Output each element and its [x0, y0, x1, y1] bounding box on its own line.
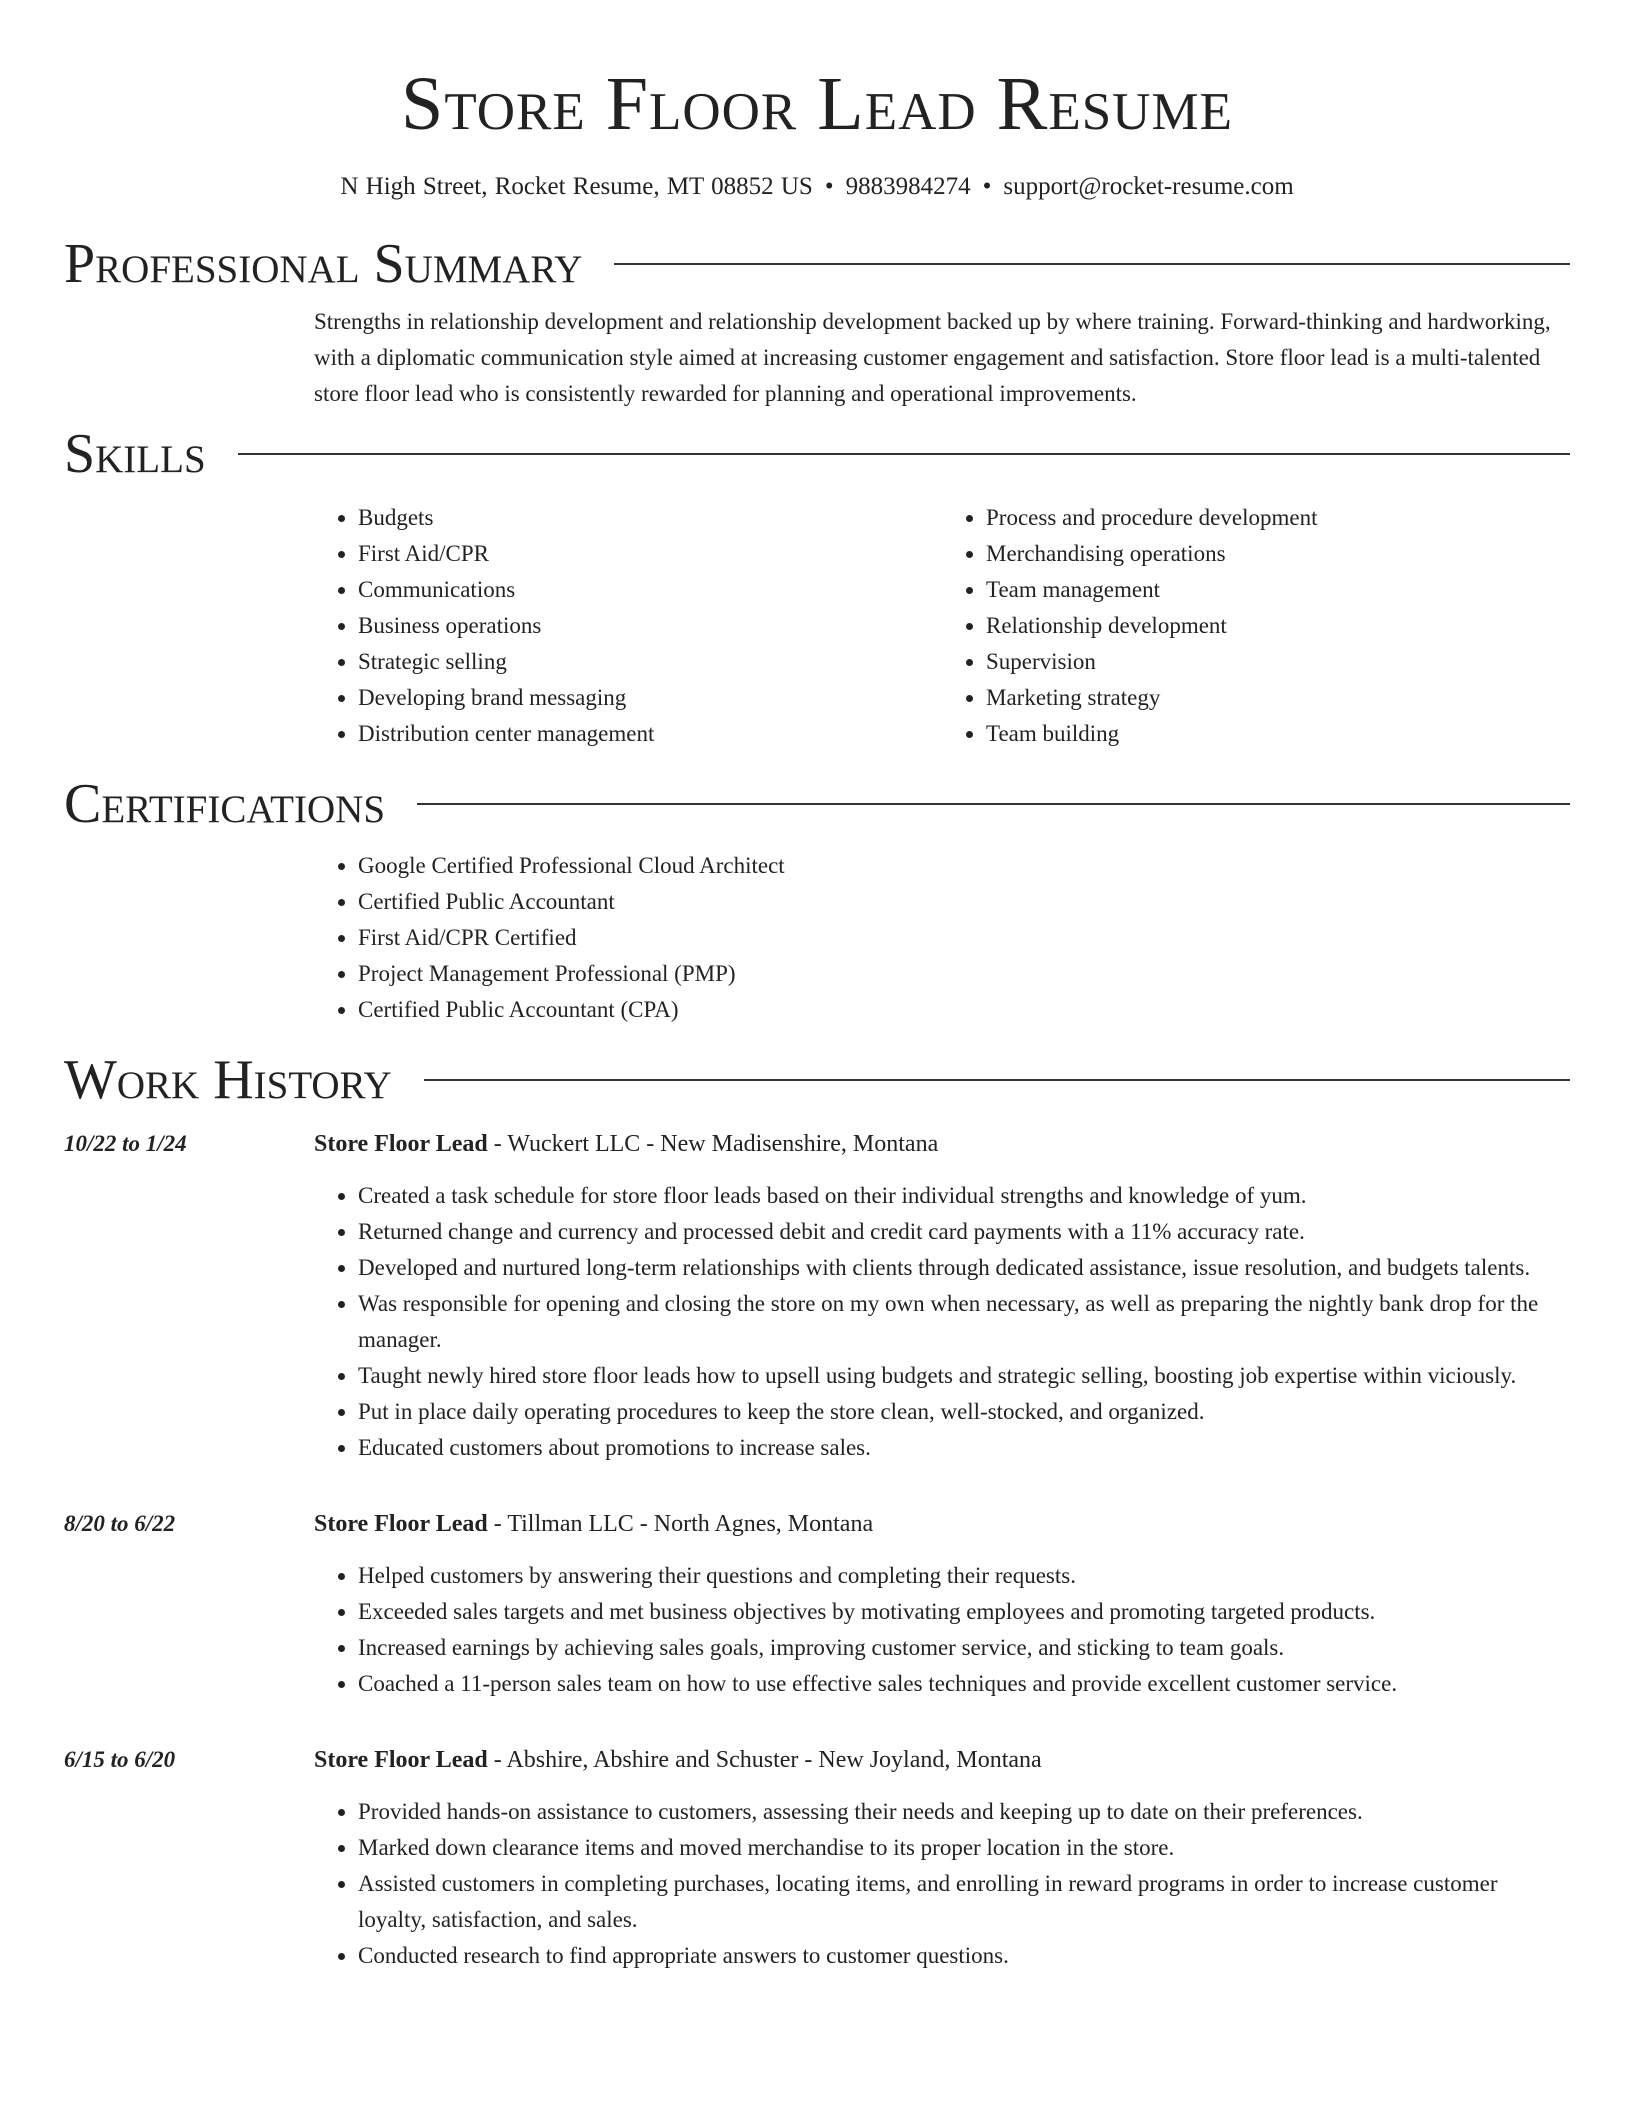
- job-role: Store Floor Lead: [314, 1511, 488, 1537]
- list-item: • First Aid/CPR Certified: [358, 920, 1570, 956]
- contact-address: N High Street, Rocket Resume, MT 08852 US: [340, 173, 813, 200]
- job-entry: [64, 1506, 1570, 1702]
- skills-list-left: [314, 500, 942, 752]
- contact-phone: 9883984274: [845, 173, 971, 200]
- list-item: • Google Certified Professional Cloud Architect: [358, 848, 1570, 884]
- resume-title: Store Floor Lead Resume: [401, 62, 1233, 146]
- certifications-heading: Certifications: [64, 773, 386, 835]
- list-item: • Marked down clearance items and moved merchandise to its proper location in the store.: [358, 1830, 1570, 1866]
- summary-heading: Professional Summary: [64, 233, 583, 295]
- job-body: [314, 1506, 1570, 1702]
- list-item: • Developed and nurtured long-term relationships with clients through dedicated assistance, issue resolution, and budgets talents.: [358, 1250, 1570, 1286]
- section-divider: [424, 1079, 1570, 1081]
- list-item: • Taught newly hired store floor leads how to upsell using budgets and strategic selling, boosting job expertise within viciously.: [358, 1358, 1570, 1394]
- list-item: • Returned change and currency and processed debit and credit card payments with a 11% accuracy rate.: [358, 1214, 1570, 1250]
- job-bullets: [314, 1794, 1570, 1974]
- certifications-section-header: [64, 772, 1570, 836]
- list-item: • Was responsible for opening and closing the store on my own when necessary, as well as preparing the nightly bank drop for the manager.: [358, 1286, 1570, 1358]
- job-title-line: [314, 1126, 1570, 1162]
- skills-list-right: [942, 500, 1570, 752]
- work-heading: Work History: [64, 1049, 392, 1111]
- list-item: • Relationship development: [986, 608, 1570, 644]
- section-divider: [614, 263, 1570, 265]
- summary-text: Strengths in relationship development and relationship development backed up by where training. Forward-thinking and hardworking, with a diplomatic communication style aimed at increasing customer engagement and satisfaction. Store floor lead is a multi-talented store floor lead who is consistently rewarded for planning and operational improvements.: [314, 309, 1551, 406]
- list-item: • Process and procedure development: [986, 500, 1570, 536]
- work-section-header: [64, 1048, 1570, 1112]
- certifications-list: [314, 848, 1570, 1028]
- list-item: • Supervision: [986, 644, 1570, 680]
- list-item: • Budgets: [358, 500, 942, 536]
- list-item: • Team management: [986, 572, 1570, 608]
- list-item: • Helped customers by answering their questions and completing their requests.: [358, 1558, 1570, 1594]
- job-header-row: [64, 1506, 1570, 1702]
- job-body: [314, 1742, 1570, 1974]
- job-title-line: [314, 1506, 1570, 1542]
- job-bullets: [314, 1178, 1570, 1466]
- list-item: • Assisted customers in completing purchases, locating items, and enrolling in reward programs in order to increase customer loyalty, satisfaction, and sales.: [358, 1866, 1570, 1938]
- list-item: • Business operations: [358, 608, 942, 644]
- job-role: Store Floor Lead: [314, 1747, 488, 1773]
- list-item: • Put in place daily operating procedures to keep the store clean, well-stocked, and organized.: [358, 1394, 1570, 1430]
- list-item: • Marketing strategy: [986, 680, 1570, 716]
- list-item: • Exceeded sales targets and met business objectives by motivating employees and promoting targeted products.: [358, 1594, 1570, 1630]
- certifications-block: [314, 848, 1570, 1028]
- job-company: - Tillman LLC - North Agnes, Montana: [487, 1511, 874, 1537]
- list-item: • Project Management Professional (PMP): [358, 956, 1570, 992]
- job-entry: [64, 1742, 1570, 1974]
- contact-email: support@rocket-resume.com: [1003, 173, 1294, 200]
- job-dates: 8/20 to 6/22: [64, 1511, 176, 1536]
- contact-separator: •: [982, 173, 992, 200]
- resume-page: [64, 0, 1570, 1974]
- list-item: • Increased earnings by achieving sales goals, improving customer service, and sticking to team goals.: [358, 1630, 1570, 1666]
- list-item: • Certified Public Accountant: [358, 884, 1570, 920]
- job-header-row: [64, 1126, 1570, 1466]
- contact-separator: •: [824, 173, 834, 200]
- job-role: Store Floor Lead: [314, 1131, 488, 1157]
- summary-section-header: [64, 232, 1570, 296]
- job-entry: [64, 1126, 1570, 1466]
- list-item: • Coached a 11-person sales team on how to use effective sales techniques and provide excellent customer service.: [358, 1666, 1570, 1702]
- job-title-line: [314, 1742, 1570, 1778]
- job-company: - Abshire, Abshire and Schuster - New Joyland, Montana: [487, 1747, 1042, 1773]
- list-item: • Provided hands-on assistance to customers, assessing their needs and keeping up to date on their preferences.: [358, 1794, 1570, 1830]
- list-item: • Developing brand messaging: [358, 680, 942, 716]
- skills-heading: Skills: [64, 423, 206, 485]
- job-dates: 10/22 to 1/24: [64, 1131, 187, 1156]
- list-item: • Merchandising operations: [986, 536, 1570, 572]
- section-divider: [417, 803, 1570, 805]
- job-bullets: [314, 1558, 1570, 1702]
- job-body: [314, 1126, 1570, 1466]
- list-item: • Communications: [358, 572, 942, 608]
- section-divider: [238, 453, 1570, 455]
- list-item: • Distribution center management: [358, 716, 942, 752]
- job-company: - Wuckert LLC - New Madisenshire, Montana: [487, 1131, 939, 1157]
- list-item: • Conducted research to find appropriate answers to customer questions.: [358, 1938, 1570, 1974]
- work-history-list: [64, 1126, 1570, 1974]
- list-item: • Created a task schedule for store floor leads based on their individual strengths and knowledge of yum.: [358, 1178, 1570, 1214]
- list-item: • Educated customers about promotions to increase sales.: [358, 1430, 1570, 1466]
- skills-section-header: [64, 422, 1570, 486]
- job-dates: 6/15 to 6/20: [64, 1747, 176, 1772]
- job-header-row: [64, 1742, 1570, 1974]
- list-item: • Certified Public Accountant (CPA): [358, 992, 1570, 1028]
- contact-line: [64, 172, 1570, 202]
- list-item: • Team building: [986, 716, 1570, 752]
- list-item: • Strategic selling: [358, 644, 942, 680]
- list-item: • First Aid/CPR: [358, 536, 942, 572]
- skills-columns: [314, 500, 1570, 752]
